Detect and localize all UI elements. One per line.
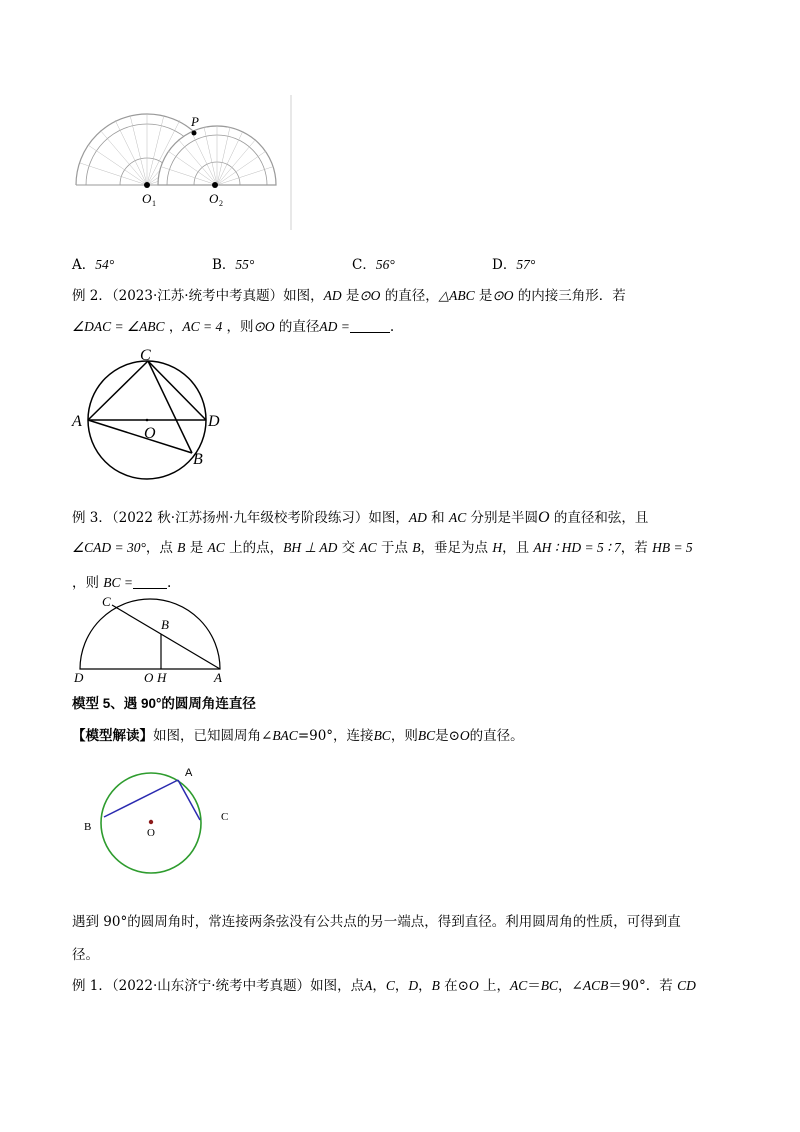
example1-c3: ，: [418, 978, 432, 994]
example3-bh: BH ⊥ AD: [283, 540, 338, 555]
point-o1: [144, 182, 150, 188]
example2-is: 是: [341, 288, 360, 304]
circle-triangle-svg: [70, 342, 230, 482]
interpretation-text1: 如图，已知圆周角∠: [153, 728, 273, 744]
example3-ac: AC: [448, 510, 467, 525]
fig2-label-o: O: [144, 425, 156, 442]
example2-comma: ，: [164, 319, 183, 335]
example1-acb: ACB: [582, 978, 609, 993]
label-o1: O: [142, 191, 152, 206]
semicircle-svg: [72, 593, 232, 685]
fig3-label-h: H: [157, 670, 167, 685]
example3-chuizu: ，垂足为点: [420, 540, 493, 556]
example3-cad: ∠CAD = 30°: [72, 540, 146, 555]
example3-line1: [72, 509, 648, 527]
example1-shang: 上，: [478, 978, 510, 994]
example3-o: O: [538, 509, 550, 526]
example1-line: [72, 977, 696, 995]
protractor-figure-svg: [70, 95, 295, 235]
example3-prefix: 例 3．（2022 秋·江苏扬州·九年级校考阶段练习）如图，: [72, 510, 409, 526]
fig4-label-b: B: [84, 821, 92, 833]
example1-on: 在⊙: [439, 978, 469, 994]
example3-answer-blank[interactable]: [133, 574, 167, 589]
circle-triangle-figure: [70, 342, 230, 482]
example1-c2: ，: [394, 978, 409, 994]
fig2-label-d: D: [208, 413, 220, 430]
example3-line2: [72, 539, 693, 557]
example2-ad-eq: AD =: [319, 319, 350, 334]
chord-ac: [178, 780, 200, 820]
example1-angle: ＝90°．若: [608, 978, 678, 994]
example1-ac: AC: [510, 978, 528, 993]
green-circle-svg: [80, 760, 240, 878]
option-a-value: 54°: [95, 257, 115, 272]
example3-line3-pre: ，则: [72, 575, 104, 591]
option-a-letter: A．: [72, 257, 96, 273]
fig3-label-d: D: [74, 670, 84, 685]
example2-line1: [72, 287, 626, 305]
example2-then: ，则: [222, 319, 254, 335]
example1-c: C: [385, 978, 395, 993]
example2-circle-o-3: ⊙O: [253, 319, 275, 334]
example3-point-b-text: ，点: [145, 540, 178, 556]
example3-h: H: [492, 540, 503, 555]
protractor-figure: [70, 95, 295, 235]
example3-line3: [72, 574, 171, 592]
example2-circle-o-2: ⊙O: [492, 288, 514, 303]
option-c-letter: C．: [352, 257, 376, 273]
example1-a: A: [364, 978, 373, 993]
example3-ruo: ，若: [620, 540, 653, 556]
example3-rest1: 分别是半圆: [466, 510, 539, 526]
example2-answer-blank[interactable]: [350, 318, 390, 333]
example2-circle-o: ⊙O: [359, 288, 381, 303]
example3-and: 和: [426, 510, 449, 526]
example2-end: .: [389, 319, 395, 335]
fig3-label-o: O: [144, 670, 154, 685]
example3-jiao: 交: [337, 540, 360, 556]
example3-ac3: AC: [359, 540, 377, 555]
option-d-value: 57°: [516, 257, 536, 272]
fig2-label-c: C: [140, 347, 151, 364]
label-p: P: [191, 114, 199, 129]
point-o2: [212, 182, 218, 188]
fig2-label-b: B: [193, 451, 203, 468]
example2-inscribed: 的内接三角形．若: [513, 288, 626, 304]
example1-cd: CD: [677, 978, 696, 993]
fig3-label-b: B: [161, 617, 169, 632]
example3-b2: B: [412, 540, 421, 555]
example1-c4: ，∠: [558, 978, 583, 994]
interpretation-bc2: BC: [417, 728, 436, 743]
green-circle-figure: [80, 760, 240, 878]
example3-hb: HB = 5: [652, 540, 693, 555]
option-d: [492, 256, 535, 274]
example3-ac2: AC: [207, 540, 225, 555]
option-b: [212, 256, 254, 274]
example2-diam-q: 的直径: [274, 319, 320, 335]
example1-b: B: [431, 978, 440, 993]
fig2-label-a: A: [72, 413, 82, 430]
interpretation-text4: 是⊙: [435, 728, 460, 744]
paragraph-line2: 径。: [72, 947, 99, 963]
interpretation-line: [72, 727, 524, 745]
interpretation-text5: 的直径。: [469, 728, 524, 744]
model5-title: 模型 5、遇 90°的圆周角连直径: [72, 696, 256, 711]
example3-end: .: [167, 575, 172, 591]
interpretation-text3: ，则: [390, 728, 418, 744]
option-c: [352, 256, 395, 274]
option-c-value: 56°: [375, 257, 395, 272]
example2-diameter-text: 的直径，: [380, 288, 439, 304]
fig4-label-a: A: [185, 767, 193, 779]
fig3-label-a: A: [214, 670, 222, 685]
example2-condition: ∠DAC = ∠ABC: [72, 319, 165, 334]
interpretation-text2: =90°，连接: [297, 728, 374, 744]
semicircle-figure: [72, 593, 232, 685]
example2-line2: [72, 318, 394, 336]
example2-is2: 是: [474, 288, 493, 304]
example3-qie: ，且: [502, 540, 534, 556]
chord-ba: [104, 780, 178, 817]
example3-rest2: 的直径和弦，且: [549, 510, 649, 526]
example1-eq: ＝: [527, 978, 541, 994]
interpretation-bc: BC: [373, 728, 391, 743]
example1-o: O: [468, 978, 479, 993]
point-p: [192, 131, 197, 136]
option-b-letter: B．: [212, 257, 236, 273]
option-d-letter: D．: [492, 257, 517, 273]
example1-d: D: [408, 978, 419, 993]
interpretation-bac: BAC: [272, 728, 298, 743]
example3-ad: AD: [408, 510, 427, 525]
example2-prefix: 例 2．（2023·江苏·统考中考真题）如图，: [72, 288, 324, 304]
example3-yudian: 于点: [376, 540, 413, 556]
center-point: [149, 820, 153, 824]
example3-bc: BC =: [103, 575, 134, 590]
example1-prefix: 例 1．（2022·山东济宁·统考中考真题）如图，点: [72, 978, 365, 994]
label-o2-sub: 2: [219, 199, 223, 208]
interpretation-o: O: [459, 728, 470, 743]
example2-ac4: AC = 4: [182, 319, 223, 334]
fig4-label-o: O: [147, 827, 155, 839]
protractor-right: [158, 126, 276, 185]
fig4-label-c: C: [221, 811, 229, 823]
option-a: [72, 256, 114, 274]
example3-b: B: [177, 540, 186, 555]
example1-c1: ，: [372, 978, 386, 994]
example1-bc: BC: [540, 978, 559, 993]
fig3-label-c: C: [102, 594, 111, 609]
example2-triangle: △ABC: [438, 288, 475, 303]
interpretation-bracket: 【模型解读】: [72, 728, 153, 744]
example2-ad: AD: [323, 288, 342, 303]
paragraph-line1: 遇到 90°的圆周角时，常连接两条弦没有公共点的另一端点，得到直径。利用圆周角的性质，可得到直: [72, 914, 681, 930]
example3-on: 是: [185, 540, 208, 556]
example3-on-pt: 上的点，: [224, 540, 284, 556]
label-o2: O: [209, 191, 219, 206]
option-b-value: 55°: [235, 257, 255, 272]
example3-ratio: AH ∶ HD = 5 ∶ 7: [533, 540, 621, 555]
label-o1-sub: 1: [152, 199, 156, 208]
